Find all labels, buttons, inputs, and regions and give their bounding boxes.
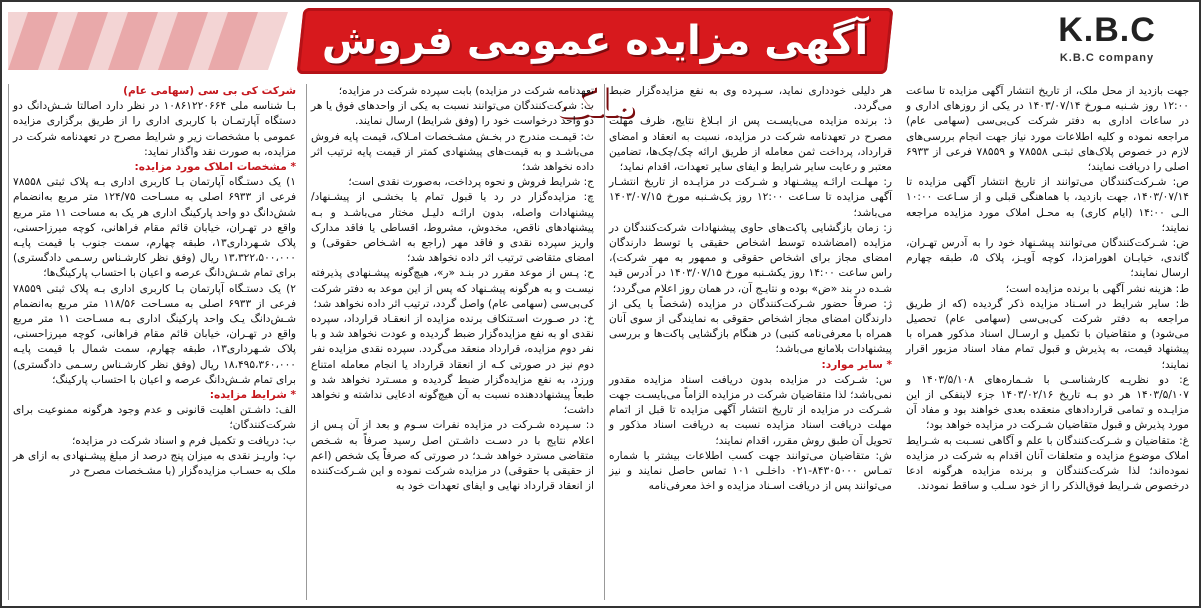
body-paragraph: ب: دریافت و تکمیل فرم و اسناد شرکت در مزایده؛ <box>71 434 296 447</box>
body-paragraph: خ: در صـورت اسـتنکاف برنده مزایده از انعقـاد قرارداد، سپرده نقدی او به نفع مزایده‌گزار ضبط گردیده و عودت نخواهد شد و با نفر دوم مزایده، قرارداد منعقد می‌گردد. سپرده نقدی مزایده نفر دوم نیز در صورتی کـه از انعقاد قرارداد یا انجام معامله امتناع ورزد، به نفع مزایده‌گزار ضبط گردیده و مسـترد نخواهد شد و طبعاً پیشنهاددهنده نسبت به آن هیچ‌گونه ادعایی نداشته و نخواهد داشت؛ <box>311 313 594 417</box>
logo-company-name: K.B.C company <box>1059 52 1155 64</box>
kbc-logo-mark <box>1023 8 1191 52</box>
body-paragraph: ت: شرکت‌کنندگان می‌توانند نسبت به یکی از واحدهای فوق یا هر دو واحد درخواست خود را (وفق شرایط) ارسال نمایند. <box>311 100 594 128</box>
body-paragraph: ث: قیمـت مندرج در بخـش مشـخصات امـلاک، قیمت پایه فروش می‌باشـد و به قیمت‌های پیشنهادی کمتر از قیمت پایه ترتیب اثر داده نخواهد شد؛ <box>311 130 594 174</box>
section-heading: * سایر موارد: <box>821 358 892 371</box>
logo-mark-text: K.B.C <box>1058 10 1156 49</box>
body-paragraph: پ: واریـز نقدی به میزان پنج درصد از مبلغ پیشـنهادی به ازای هر ملک به حسـاب مزایده‌گزار (با مشـخصات مصرح در <box>13 449 296 478</box>
ad-title: آگهی مزایده عمومی فروش ملک <box>321 18 869 126</box>
body-paragraph: بـا شناسه ملی ۱۰۸۶۱۲۲۰۶۶۴ در نظر دارد اصالتا شـش‌دانگ دو دستگاه آپارتمـان با کاربری اداری را از طریق برگزاری مزایده عمومی با مشخصات زیر و شرایط مصرح در تعهدنامه شرکت در مزایده، به صورت نقد واگذار نماید: <box>13 100 296 158</box>
body-paragraph: ح: پـس از موعد مقرر در بنـد «ر»، هیچ‌گونه پیشـنهادی پذیرفته نیسـت و به هرگونه پیشـنهاد که پس از این موعد به دفتر شرکت کی‌بی‌سی (سهامی عام) واصل گردد، ترتیب اثر داده نخواهد شد؛ <box>311 267 594 310</box>
body-paragraph: ص: شـرکت‌کنندگان می‌توانند از تاریخ انتشار آگهی مزایده تا ۱۴۰۳/۰۷/۱۴، جهت بازدید، با هماهنگی قبلی و از سـاعت ۱۰:۰۰ الـی ۱۴:۰۰ (ایام کاری) به محـل املاک مورد مزایده مراجعه نمایند؛ <box>906 176 1189 234</box>
company-logo <box>1023 8 1191 76</box>
text-column-1 <box>8 84 300 600</box>
section-heading: شرکت کی بی سی (سهامی عام) <box>123 85 296 97</box>
section-heading: * مشخصات املاک مورد مزایده: <box>134 161 296 174</box>
body-paragraph: ژ: صرفاً حضور شـرکت‌کنندگان در مزایده (شخصاً یا یکی از دارندگان امضای مجاز اشخاص حقوقی به نمایندگی از سوی آنان همراه با معرفی‌نامه کتبی) در هنگام بازگشایی پاکت‌ها و بررسی پیشنهادات بلامانع می‌باشد؛ <box>609 297 892 356</box>
body-paragraph: ج: شرایط فروش و نحوه پرداخت، به‌صورت نقدی است؛ <box>348 176 594 189</box>
body-paragraph: هر دلیلی خودداری نماید، سـپرده وی به نفع مزایده‌گزار ضبط می‌گردد. <box>609 85 892 113</box>
text-column-3 <box>604 84 896 600</box>
body-paragraph: ع: دو نظریـه کارشناسـی با شـماره‌های ۱۴۰۳/۵/۱۰۸ و ۱۴۰۳/۵/۱۰۷ هر دو بـه تاریخ ۱۴۰۳/۰۲/۱۶ جزء لاینفکی از این مزایـده و تمامی قراردادهای منعقده بعدی خواهند بود و مفاد آن مورد پذیرش و قبول متقاضیان شـرکت در مزایده خواهد بود؛ <box>906 373 1189 432</box>
body-paragraph: ظ: سایر شرایط در اسـناد مزایده ذکر گردیده (که از طریق مراجعه به دفتر شرکت کی‌بی‌سی (سهامی عام) تحصیل می‌شود) و متقاضیان با تکمیل و ارسـال اسناد مذکور همراه با پیشنهاد قیمت، به پذیرش و قبول تمام مفاد اسناد مزبور اقرار نمایند؛ <box>906 297 1189 371</box>
ad-body <box>8 84 1193 600</box>
body-paragraph: ض: شـرکت‌کنندگان می‌توانند پیشـنهاد خود را به آدرس تهـران، گاندی، خیابـان اهورامزدا، کوچه آویـز، پلاک ۵، طبقه چهارم ارسال نمایند؛ <box>906 237 1189 280</box>
body-paragraph: ۱) یک دستـگاه آپارتمان بـا کاربری اداری بـه پلاک ثبتی ۷۸۵۵۸ فرعی از ۶۹۳۳ اصلی به مسـاحت ۱۲۴/۷۵ متر مربع به‌انضمام شش‌دانگ دو واحد پارکینگ اداری هر یک به مساحت ۱۱ متر مربع واقع در تهـران، خیابان قائم مقام فراهانی، کوچه میرزاحسنی، پلاک شـهرداری۱۳، طبقه چهارم، سمت جنوب با قیمت پایـه ۱۳،۳۲۲،۵۰۰،۰۰۰ ریال (وفق نظر کارشـناس رسـمی دادگستری) برای تمام شـش‌دانگ عرصه و اعیان با احتساب پارکینگ‌ها؛ <box>13 176 297 280</box>
text-column-2 <box>306 84 598 600</box>
body-paragraph: د: سـپرده شـرکت در مزایده نفرات سـوم و بعد از آن پـس از اعلام نتایج با در دسـت داشـتن اصل رسید صرفاً به شـخص متقاضی مسترد خواهد شـد؛ در صورتی که صرفاً یک شخص (اعم از حقیقی یا حقوقی) در مزایده شرکت نموده و این شـرکت‌کننده از انعقاد قرارداد نهایی و ایفای تعهدات خود به <box>311 419 594 493</box>
body-paragraph: ش: متقاضیان می‌توانند جهت کسب اطلاعات بیشتر با شماره تمـاس ۸۴۳۰۵۰۰۰-۰۲۱ داخلـی ۱۰۱ تماس حاصل نمایند و نیز می‌توانند پس از دریافت اسـناد مزایده و اخذ معرفی‌نامه <box>609 449 892 493</box>
section-heading: * شرایط مزایده: <box>209 389 296 402</box>
body-paragraph: چ: مزایده‌گزار در رد یا قبول تمام یا بخشـی از پیشـنهاد/ پیشنهادات واصله، بدون ارائـه دلیـل مختار می‌باشـد و بـه پیشنهادهای ناقص، مخدوش، مشروط، اقساطی یا فاقد مدارک واریز سپرده نقدی و فاقد مهر (راجع به اشـخاص حقوقی) و امضای متقاضی ترتیب اثر داده نخواهد شد؛ <box>311 191 594 265</box>
text-column-4 <box>902 84 1193 600</box>
body-paragraph: ۲) یک دستـگاه آپارتمان بـا کاربری اداری بـه پلاک ثبتی ۷۸۵۵۹ فرعی از ۶۹۳۳ اصلی به مسـاحت ۱۱۸/۵۶ متر مربع به‌انضمام شـش‌دانگ یـک واحد پارکینگ اداری بـه مسـاحت ۱۱ متر مربع واقع در تهـران، خیابان قائم مقام فراهانی، کوچه میرزاحسنی، پلاک شـهرداری۱۳، طبقه چهارم، سمت شمال با قیمت پایـه ۱۸،۴۹۵،۳۶۰،۰۰۰ ریال (وفق نظر کارشـناس رسـمی دادگستری) برای تمام شـش‌دانگ عرصه و اعیان با احتساب پارکینگ؛ <box>13 282 297 386</box>
body-paragraph: س: شـرکت در مزایده بدون دریافت اسناد مزایده مقدور نمی‌باشد؛ لذا متقاضیان شرکت در مزایده الزاماً می‌بایسـت جهت شـرکت در مزایده از تاریخ انتشار آگهی مزایده تا قبل از اتمام مهلت دریافت اسناد مزایده نسبت به دریافت اسناد مذکور و تحویل آن طبق روش مقرر، اقدام نمایند؛ <box>609 373 892 447</box>
body-paragraph: ر: مهلـت ارائـه پیشـنهاد و شـرکت در مزایـده از تاریخ انتشـار آگهی مزایده تا سـاعت ۱۲:۰۰ روز یک‌شـنبه مورخ ۱۴۰۳/۰۷/۱۵ می‌باشد؛ <box>609 176 892 219</box>
body-paragraph: الف: داشـتن اهلیت قانونی و عدم وجود هرگونه ممنوعیت برای شرکت‌کنندگان؛ <box>13 404 296 432</box>
body-paragraph: جهت بازدید از محل ملک، از تاریخ انتشار آگهی مزایده تا ساعت ۱۲:۰۰ روز شـنبه مـورخ ۱۴۰۳/۰۷/۱۴ در یکی از روزهای اداری و در ساعات اداری به دفتر شرکت کی‌بی‌سی (سهامی عام) مراجعه نموده و کلیه اطلاعات مورد نیاز جهت انجام بررسی‌های لازم در خصوص پلاک‌های ثبتـی ۷۸۵۵۸ و ۷۸۵۵۹ فرعی از ۶۹۳۳ اصلی را دریافت نمایند؛ <box>906 85 1190 174</box>
decorative-stripes-icon <box>8 12 288 70</box>
body-paragraph: ذ: برنده مزایده می‌بایسـت پس از ابـلاغ نتایج، ظرف مهلت مصرح در تعهدنامه شرکت در مزایده، نسبت به انعقاد و امضای قرارداد، پرداخت ثمن معامله از طریق ارائه چک/چک‌ها، تضامین معتبر و رعایت سایر شرایط و ایفای سایر تعهدات، اقدام نماید؛ <box>609 115 892 174</box>
body-paragraph: ط: هزینه نشر آگهی با برنده مزایده است؛ <box>1005 282 1189 295</box>
body-paragraph: غ: متقاضیان و شـرکت‌کنندگان با علم و آگاهی نسـبت به شـرایط املاک موضوع مزایده و متعلقات آنان اقدام به شرکت در مزایده نموده‌اند؛ لذا شرکت‌کنندگان و برنده مزایده هرگونه ادعا درخصوص شـرایط فوق‌الذکر را از خود سـلب و ساقط نمودند. <box>906 434 1189 493</box>
body-paragraph: تعهدنامه شرکت در مزایده) بابت سپرده شرکت در مزایده؛ <box>338 85 594 97</box>
body-paragraph: ز: زمان بازگشایی پاکت‌های حاوی پیشنهادات شرکت‌کنندگان در مزایده (امضاشده توسط اشخاص حقیقی یا توسط دارندگان امضای مجاز برای اشخاص حقوقی و ممهور به مهر شرکت)، راس ساعت ۱۴:۰۰ روز یکشـنبه مورخ ۱۴۰۳/۰۷/۱۵ در آدرس قید شـده در بند «ض» بوده و نتایـج آن، در همان روز اعلام می‌گردد؛ <box>609 221 892 295</box>
